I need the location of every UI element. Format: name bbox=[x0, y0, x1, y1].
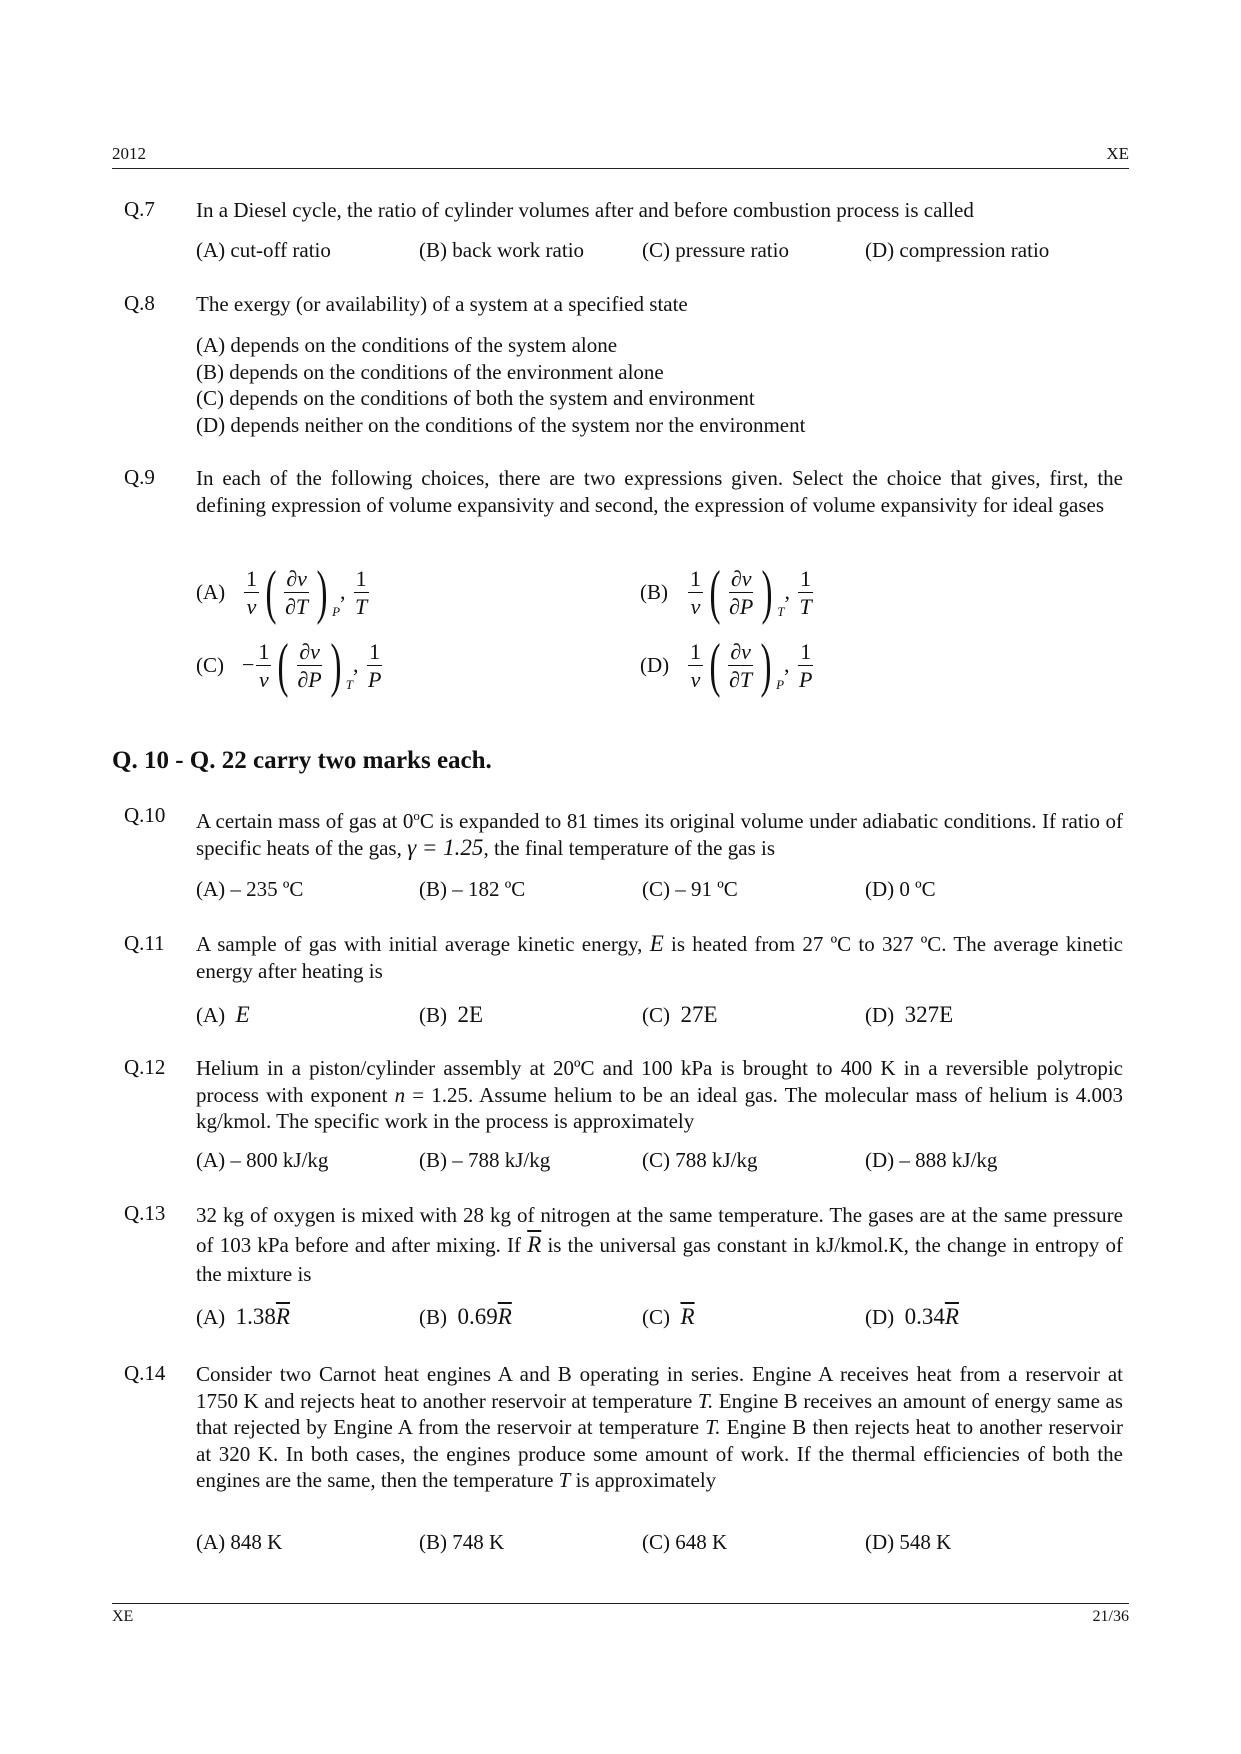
option-a[interactable]: (A) cut-off ratio bbox=[196, 238, 331, 262]
question-number: Q.12 bbox=[124, 1055, 166, 1079]
option-b[interactable]: (B) 2E bbox=[419, 1002, 484, 1027]
option-b[interactable]: (B) – 182 ºC bbox=[419, 877, 526, 901]
option-c[interactable] bbox=[196, 632, 385, 698]
option-b[interactable]: (B) $0.69\overline{R}$ bbox=[419, 1304, 512, 1329]
option-c[interactable]: (C) – 91 ºC bbox=[642, 877, 738, 901]
option-a[interactable]: (A) $1.38\overline{R}$ bbox=[196, 1304, 290, 1329]
question-number: Q.8 bbox=[124, 291, 155, 315]
header-code: XE bbox=[1106, 144, 1129, 163]
option-a[interactable]: (A) E bbox=[196, 1002, 250, 1027]
option-d[interactable]: (D) 327E bbox=[865, 1002, 954, 1027]
option-d[interactable] bbox=[640, 632, 817, 698]
page-header bbox=[112, 142, 1129, 169]
question-text: A certain mass of gas at 0$^o$C is expanded to 81 times its original volume under adiabatic conditions. If ratio of specific heats of the gas, γ = 1.25, the final temperature of the gas is bbox=[196, 808, 1124, 860]
option-row bbox=[196, 1530, 1129, 1555]
option-b[interactable]: (B) back work ratio bbox=[419, 238, 585, 262]
option-a[interactable]: (A) 848 K bbox=[196, 1530, 283, 1554]
option-b[interactable] bbox=[640, 559, 816, 625]
question-number: Q.7 bbox=[124, 197, 155, 221]
option-row bbox=[196, 1148, 1129, 1173]
option-row bbox=[196, 877, 1129, 902]
option-d[interactable]: (D) depends neither on the conditions of the system nor the environment bbox=[196, 412, 806, 437]
option-b[interactable]: (B) 748 K bbox=[419, 1530, 505, 1554]
question-text: 32 kg of oxygen is mixed with 28 kg of nitrogen at the same temperature. The gases are at the same pressure of 103 kPa before and after mixing. If $\overline{R}$ is the universal gas constant in kJ/kmol.K, the change in entropy of the mixture is bbox=[196, 1203, 1123, 1286]
question-text: In a Diesel cycle, the ratio of cylinder volumes after and before combustion process is called bbox=[196, 198, 974, 222]
section-heading: Q. 10 - Q. 22 carry two marks each. bbox=[112, 747, 492, 774]
option-c[interactable]: (C) 648 K bbox=[642, 1530, 728, 1554]
option-c[interactable]: (C) depends on the conditions of both the system and environment bbox=[196, 386, 755, 410]
question-text: Consider two Carnot heat engines A and B operating in series. Engine A receives heat from a reservoir at 1750 K and rejects heat to another reservoir at temperature T. Engine B receives an amount of energy same as that rejected by Engine A from the reservoir at temperature T. Engine B then rejects heat to another reservoir at 320 K. In both cases, the engines produce some amount of work. If the thermal efficiencies of both the engines are the same, then the temperature T is approximately bbox=[196, 1362, 1123, 1492]
question-text: A sample of gas with initial average kinetic energy, E is heated from 27 ºC to 327 ºC. The average kinetic energy after heating is bbox=[196, 931, 1124, 983]
option-label: (C) bbox=[196, 652, 224, 677]
math-expression: $\frac{1}{v}$ ( $\frac{\partial v}{\partial T}$ ) P , $\frac{1}{P}$ bbox=[690, 632, 813, 698]
gamma-expression: γ = 1.25 bbox=[407, 834, 484, 860]
option-a[interactable]: (A) – 800 kJ/kg bbox=[196, 1148, 329, 1172]
option-row bbox=[196, 238, 1129, 263]
option-c[interactable]: (C) 788 kJ/kg bbox=[642, 1148, 758, 1172]
option-label: (A) bbox=[196, 579, 226, 604]
option-a[interactable] bbox=[196, 559, 371, 625]
question-text: The exergy (or availability) of a system at a specified state bbox=[196, 292, 688, 316]
option-a[interactable]: (A) – 235 ºC bbox=[196, 877, 304, 901]
option-b[interactable]: (B) – 788 kJ/kg bbox=[419, 1148, 551, 1172]
option-list bbox=[196, 332, 805, 438]
option-d[interactable]: (D) – 888 kJ/kg bbox=[865, 1148, 998, 1172]
math-expression: $\frac{1}{v}$ ( $\frac{\partial v}{\partial T}$ ) P , $\frac{1}{T}$ bbox=[246, 559, 368, 625]
question-text: Helium in a piston/cylinder assembly at 20ºC and 100 kPa is brought to 400 K in a reversible polytropic process with exponent n = 1.25. Assume helium to be an ideal gas. The molecular mass of helium is 4.003 kg/kmol. The specific work in the process is approximately bbox=[196, 1056, 1123, 1133]
option-c[interactable]: (C) pressure ratio bbox=[642, 238, 789, 262]
option-label: (D) bbox=[640, 652, 670, 677]
header-year: 2012 bbox=[112, 144, 146, 163]
option-c[interactable]: (C) $\overline{R}$ bbox=[642, 1304, 695, 1329]
question-number: Q.9 bbox=[124, 465, 155, 489]
option-c[interactable]: (C) 27E bbox=[642, 1002, 718, 1027]
page-footer bbox=[112, 1603, 1129, 1626]
option-label: (B) bbox=[640, 579, 668, 604]
option-a[interactable]: (A) depends on the conditions of the system alone bbox=[196, 333, 618, 357]
question-number: Q.13 bbox=[124, 1201, 166, 1225]
option-d[interactable]: (D) 0 ºC bbox=[865, 877, 936, 901]
math-expression: − $\frac{1}{v}$ ( $\frac{\partial v}{\partial P}$ ) T , $\frac{1}{P}$ bbox=[242, 632, 382, 698]
question-number: Q.14 bbox=[124, 1361, 166, 1385]
question-text: In each of the following choices, there are two expressions given. Select the choice that gives, first, the defining expression of volume expansivity and second, the expression of volume expansivity for ideal gases bbox=[196, 466, 1123, 517]
question-9 bbox=[112, 465, 1129, 705]
option-d[interactable]: (D) compression ratio bbox=[865, 238, 1050, 262]
math-expression: $\frac{1}{v}$ ( $\frac{\partial v}{\partial P}$ ) T , $\frac{1}{T}$ bbox=[690, 559, 812, 625]
option-row bbox=[196, 1002, 1129, 1028]
page-number: 21/36 bbox=[1092, 1608, 1129, 1625]
question-number: Q.11 bbox=[124, 931, 165, 955]
option-row bbox=[196, 1304, 1129, 1330]
option-d[interactable]: (D) 548 K bbox=[865, 1530, 952, 1554]
option-b[interactable]: (B) depends on the conditions of the environment alone bbox=[196, 359, 664, 384]
option-d[interactable]: (D) $0.34\overline{R}$ bbox=[865, 1304, 959, 1329]
footer-code: XE bbox=[112, 1608, 134, 1625]
question-number: Q.10 bbox=[124, 803, 166, 827]
